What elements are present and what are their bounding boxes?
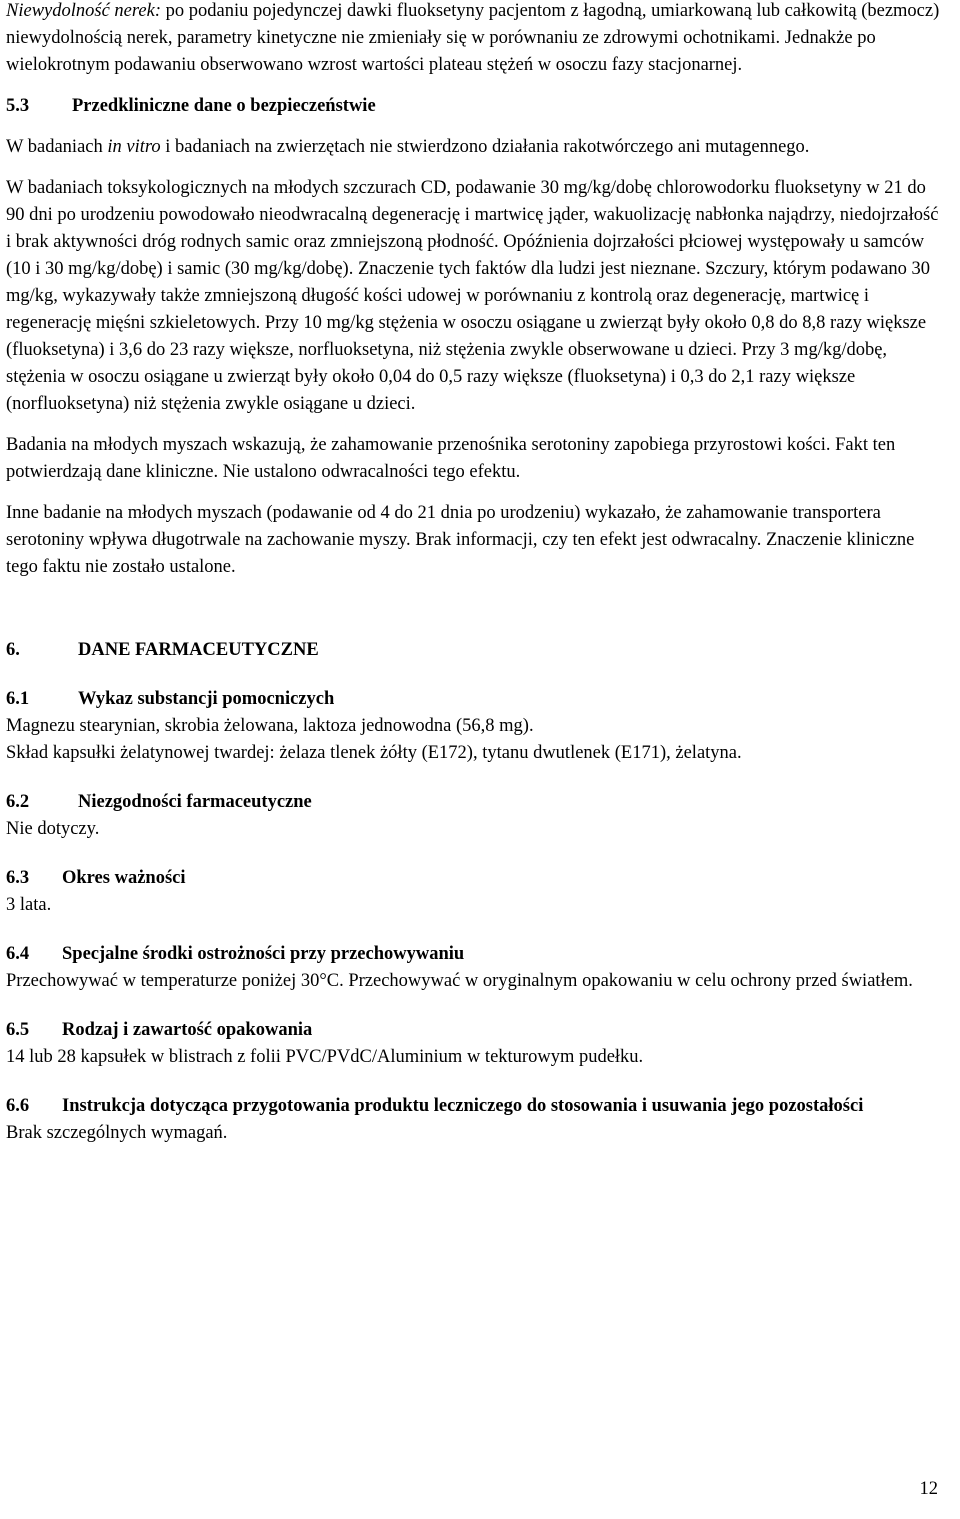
- preclinical-paragraph-4: Inne badanie na młodych myszach (podawanie od 4 do 21 dnia po urodzeniu) wykazało, że zahamowanie transportera serotoniny wpływa długotrwale na zachowanie myszy. Brak informacji, czy ten efekt jest odwracalny. Znaczenie kliniczne tego faktu nie zostało ustalone.: [6, 503, 915, 577]
- renal-insufficiency-text: po podaniu pojedynczej dawki fluoksetyny pacjentom z łagodną, umiarkowaną lub całkowitą (bezmocz) niewydolnością nerek, parametry kinetyczne nie zmieniały się w porównaniu ze zdrowymi ochotnikami. Jednakże po wielokrotnym podawaniu obserwowano wzrost wartości plateau stężeń w osoczu fazy stacjonarnej.: [6, 1, 940, 75]
- disposal-text: Brak szczególnych wymagań.: [6, 1123, 228, 1143]
- section-title: Okres ważności: [62, 868, 186, 888]
- page-number: 12: [919, 1479, 938, 1499]
- preclinical-paragraph-3: Badania na młodych myszach wskazują, że zahamowanie przenośnika serotoniny zapobiega przyrostowi kości. Fakt ten potwierdzają dane kliniczne. Nie ustalono odwracalności tego efektu.: [6, 435, 896, 482]
- section-6-3-heading: [6, 865, 946, 892]
- incompatibilities-text: Nie dotyczy.: [6, 819, 100, 839]
- preclinical-paragraph-1: [6, 134, 946, 161]
- text-run: i badaniach na zwierzętach nie stwierdzono działania rakotwórczego ani mutagennego.: [160, 137, 810, 157]
- section-number: 6.: [6, 640, 20, 660]
- renal-insufficiency-lead: Niewydolność nerek:: [6, 1, 161, 21]
- section-6-4-heading: [6, 941, 946, 968]
- section-number: 6.1: [6, 689, 30, 709]
- section-number: 6.3: [6, 868, 30, 888]
- section-5-3-heading: [6, 93, 946, 120]
- section-6-6-heading: [6, 1093, 946, 1120]
- text-run: W badaniach: [6, 137, 108, 157]
- section-6-heading: [6, 637, 946, 664]
- shelf-life-text: 3 lata.: [6, 895, 52, 915]
- excipients-line-1: Magnezu stearynian, skrobia żelowana, laktoza jednowodna (56,8 mg).: [6, 716, 534, 736]
- section-6-2-heading: [6, 789, 946, 816]
- section-title: Przedkliniczne dane o bezpieczeństwie: [72, 96, 376, 116]
- excipients-line-2: Skład kapsułki żelatynowej twardej: żelaza tlenek żółty (E172), tytanu dwutlenek (E171), żelatyna.: [6, 743, 742, 763]
- in-vitro-term: in vitro: [107, 137, 161, 157]
- section-number: 6.6: [6, 1096, 30, 1116]
- section-title: Wykaz substancji pomocniczych: [78, 689, 335, 709]
- container-text: 14 lub 28 kapsułek w blistrach z folii PVC/PVdC/Aluminium w tekturowym pudełku.: [6, 1047, 644, 1067]
- section-title: DANE FARMACEUTYCZNE: [78, 640, 319, 660]
- section-number: 6.5: [6, 1020, 30, 1040]
- section-6-5-heading: [6, 1017, 946, 1044]
- section-title: Instrukcja dotycząca przygotowania produktu leczniczego do stosowania i usuwania jego pozostałości: [62, 1096, 864, 1116]
- preclinical-paragraph-2: W badaniach toksykologicznych na młodych szczurach CD, podawanie 30 mg/kg/dobę chlorowodorku fluoksetyny w 21 do 90 dni po urodzeniu powodowało nieodwracalną degenerację i martwicę jąder, wakuolizację nabłonka najądrzy, niedojrzałość i brak aktywności dróg rodnych samic oraz zmniejszoną płodność. Opóźnienia dojrzałości płciowej występowały u samców (10 i 30 mg/kg/dobę) i samic (30 mg/kg/dobę). Znaczenie tych faktów dla ludzi jest nieznane. Szczury, którym podawano 30 mg/kg, wykazywały także zmniejszoną długość kości udowej w porównaniu z kontrolą oraz degenerację, martwicę i regenerację mięśni szkieletowych. Przy 10 mg/kg stężenia w osoczu osiągane u zwierząt były około 0,8 do 8,8 razy większe (fluoksetyna) i 3,6 do 23 razy większe, norfluoksetyna, niż stężenia zwykle obserwowane u dzieci. Przy 3 mg/kg/dobę, stężenia w osoczu osiągane u zwierząt były około 0,04 do 0,5 razy większe (fluoksetyna) i 0,3 do 2,1 razy większe (norfluoksetyna) niż stężenia zwykle osiągane u dzieci.: [6, 178, 939, 414]
- section-title: Niezgodności farmaceutyczne: [78, 792, 312, 812]
- storage-text: Przechowywać w temperaturze poniżej 30°C. Przechowywać w oryginalnym opakowaniu w celu ochrony przed światłem.: [6, 971, 913, 991]
- section-6-1-heading: [6, 686, 946, 713]
- section-number: 6.4: [6, 944, 30, 964]
- section-title: Specjalne środki ostrożności przy przechowywaniu: [62, 944, 465, 964]
- renal-insufficiency-paragraph: [6, 0, 946, 79]
- section-title: Rodzaj i zawartość opakowania: [62, 1020, 313, 1040]
- section-number: 6.2: [6, 792, 30, 812]
- section-number: 5.3: [6, 96, 30, 116]
